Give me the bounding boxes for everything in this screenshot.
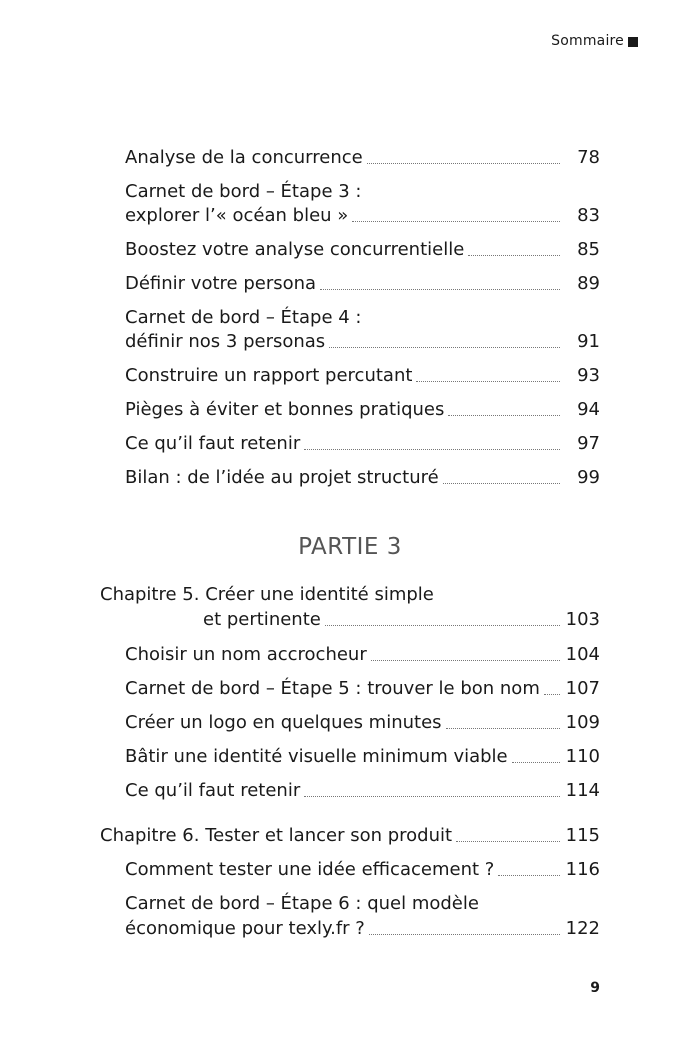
toc-leader xyxy=(320,272,560,290)
toc-entry-label: Bilan : de l’idée au projet structuré xyxy=(125,467,439,488)
toc-leader xyxy=(369,917,560,935)
toc-entry-page: 99 xyxy=(577,467,600,488)
toc-entry-page: 85 xyxy=(577,239,600,260)
toc-entry-page: 97 xyxy=(577,433,600,454)
toc-leader xyxy=(352,204,560,222)
toc-entry-page: 78 xyxy=(577,147,600,168)
toc-leader xyxy=(446,711,560,729)
toc-entry-label: Analyse de la concurrence xyxy=(125,147,363,168)
toc-entry-label: Créer un logo en quelques minutes xyxy=(125,712,442,733)
toc-entry-label: définir nos 3 personas xyxy=(125,331,326,352)
toc-entry-label: Bâtir une identité visuelle minimum viable xyxy=(125,746,508,767)
part-title: PARTIE 3 xyxy=(298,534,402,560)
toc-entry-label: Construire un rapport percutant xyxy=(125,365,413,386)
toc-leader xyxy=(329,330,560,348)
toc-entry-label: Ce qu’il faut retenir xyxy=(125,780,301,801)
chapter-page: 103 xyxy=(565,609,600,630)
toc-entry-page: 104 xyxy=(565,644,600,665)
toc-leader xyxy=(456,824,560,842)
toc-entry-label: Définir votre persona xyxy=(125,273,317,294)
toc-entry-page: 94 xyxy=(577,399,600,420)
header-title: Sommaire xyxy=(551,33,624,49)
chapter-page: 115 xyxy=(565,825,600,846)
toc-entry-page: 93 xyxy=(577,365,600,386)
toc-entry-page: 110 xyxy=(565,746,600,767)
toc-leader xyxy=(371,643,560,661)
toc-leader xyxy=(325,608,560,626)
toc-entry-page: 109 xyxy=(565,712,600,733)
toc-entry-label: Ce qu’il faut retenir xyxy=(125,433,301,454)
toc-leader xyxy=(468,238,560,256)
chapter-title-label: et pertinente xyxy=(203,609,321,630)
chapter-title-line1: Chapitre 5. Créer une identité simple xyxy=(100,584,434,605)
toc-leader xyxy=(512,745,560,763)
toc-leader xyxy=(448,398,560,416)
toc-entry-label: Choisir un nom accrocheur xyxy=(125,644,367,665)
toc-entry-label: économique pour texly.fr ? xyxy=(125,918,365,939)
toc-entry-label-line1: Carnet de bord – Étape 3 : xyxy=(125,181,362,202)
toc-leader xyxy=(498,858,560,876)
page-number: 9 xyxy=(590,980,600,996)
toc-entry-page: 107 xyxy=(565,678,600,699)
chapter-title-label: Chapitre 6. Tester et lancer son produit xyxy=(100,825,453,846)
toc-entry-label: explorer l’« océan bleu » xyxy=(125,205,349,226)
toc-entry-label: Comment tester une idée efficacement ? xyxy=(125,859,495,880)
toc-entry-page: 116 xyxy=(565,859,600,880)
toc-leader xyxy=(416,364,560,382)
toc-entry-label: Pièges à éviter et bonnes pratiques xyxy=(125,399,445,420)
toc-entry-label: Carnet de bord – Étape 5 : trouver le bon nom xyxy=(125,678,540,699)
toc-entry-label: Boostez votre analyse concurrentielle xyxy=(125,239,465,260)
toc-leader xyxy=(544,677,560,695)
header-square-icon xyxy=(628,37,638,47)
toc-entry-page: 122 xyxy=(565,918,600,939)
toc-entry-label-line1: Carnet de bord – Étape 4 : xyxy=(125,307,362,328)
toc-leader xyxy=(304,779,560,797)
toc-entry-page: 83 xyxy=(577,205,600,226)
toc-entry-label-line1: Carnet de bord – Étape 6 : quel modèle xyxy=(125,893,479,914)
toc-leader xyxy=(304,432,560,450)
toc-entry-page: 89 xyxy=(577,273,600,294)
toc-leader xyxy=(367,146,560,164)
toc-entry-page: 114 xyxy=(565,780,600,801)
toc-entry-page: 91 xyxy=(577,331,600,352)
toc-leader xyxy=(443,466,560,484)
